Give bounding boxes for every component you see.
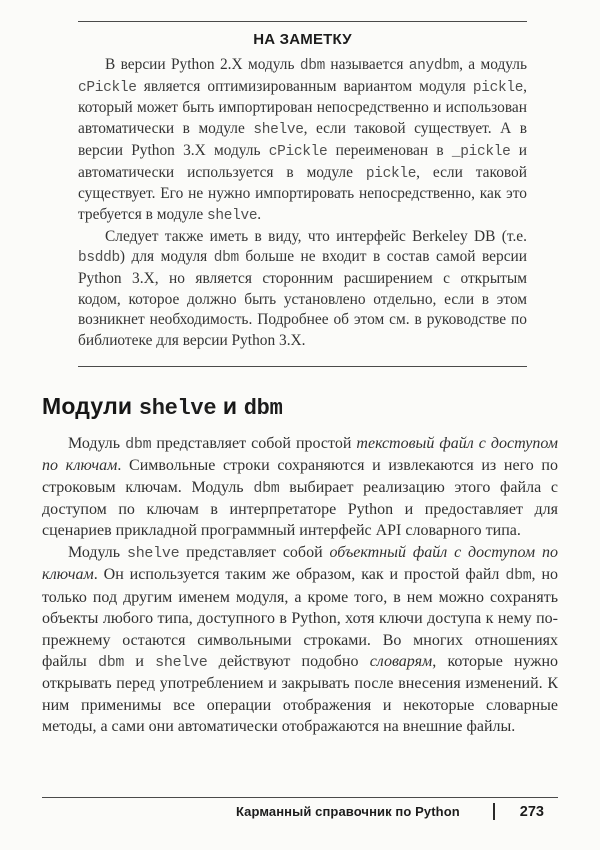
note-paragraph: В версии Python 2.X модуль dbm называется anydbm, а модуль cPickle является оптимизированным вариантом модуля pickle, который может быть импортирован непосредственно и использован автоматически в модуле shelve, если таковой существует. А в версии Python 3.X модуль cPickle переименован в _pickle и автоматически используется в модуле pickle, если таковой существует. Его не нужно импортировать непосредственно, как это требуется в модуле shelve. <box>78 56 527 224</box>
footer-rule <box>42 797 558 798</box>
note-paragraph: Следует также иметь в виду, что интерфейс Berkeley DB (т.е. bsddb) для модуля dbm больше не входит в состав самой версии Python 3.X, но является сторонним расширением с открытым кодом, которое должно быть установлено отдельно, если в этом возникнет необходимость. Подробнее об этом см. в руководстве по библиотеке для версии Python 3.X. <box>78 227 527 350</box>
note-box <box>78 21 527 367</box>
book-title: Карманный справочник по Python <box>235 804 460 819</box>
section-heading: Модули shelve и dbm <box>42 392 283 421</box>
footer-line <box>42 803 558 820</box>
body-paragraph: Модуль dbm представляет собой простой текстовый файл с доступом по ключам. Символьные строки сохраняются и извлекаются из него по строковым ключам. Модуль dbm выбирает реализацию этого файла с доступом по ключам в интерпретаторе Python и предоставляет для сценариев прикладной программный интерфейс API словарного типа. <box>42 434 558 540</box>
page-footer <box>42 797 558 820</box>
note-title: НА ЗАМЕТКУ <box>253 31 352 48</box>
body-paragraph: Модуль shelve представляет собой объектный файл с доступом по ключам. Он используется таким же образом, как и простой файл dbm, но только под другим именем модуля, а кроме того, в нем можно сохранять объекты любого типа, доступного в Python, хотя ключи доступа к нему по-прежнему остаются символьными строками. Во многих отношениях файлы dbm и shelve действуют подобно словарям, которые нужно открывать перед употреблением и закрывать после внесения изменений. К ним применимы все операции отображения и некоторые словарные методы, а сами они автоматически отображаются на внешние файлы. <box>42 543 559 736</box>
page-number: 273 <box>519 803 544 820</box>
footer-divider <box>493 803 495 820</box>
